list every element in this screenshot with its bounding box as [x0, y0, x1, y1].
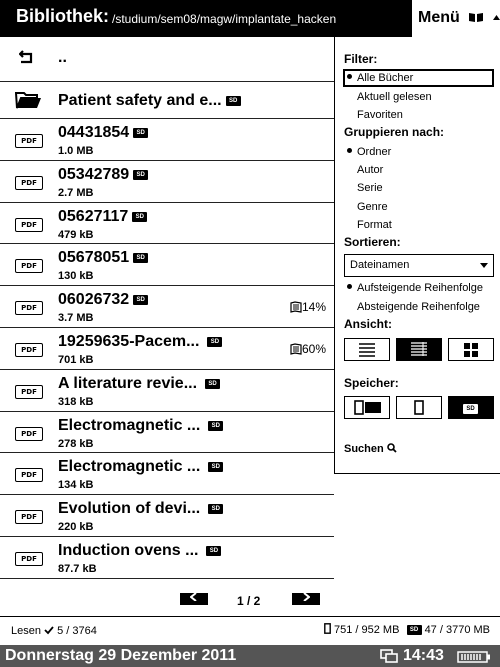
parent-folder-label: ..	[58, 49, 67, 66]
file-name: Induction ovens ...	[58, 542, 199, 559]
back-arrow-icon	[19, 50, 35, 64]
current-path: /studium/sem08/magw/implantate_hacken	[112, 12, 337, 26]
list-item-parent-folder[interactable]	[0, 37, 334, 82]
storage-internal-button[interactable]	[396, 396, 442, 419]
sort-value: Dateinamen	[350, 259, 410, 271]
sd-card-icon: SD	[208, 462, 223, 472]
file-size: 130 kB	[58, 270, 94, 282]
sd-card-icon: SD	[132, 212, 147, 222]
sd-card-icon: SD	[226, 96, 241, 106]
chevron-down-icon	[480, 263, 488, 268]
file-size: 318 kB	[58, 396, 94, 408]
folder-name: Patient safety and e... SD	[58, 92, 241, 110]
battery-icon	[457, 651, 491, 663]
detail-list-view-icon	[397, 339, 441, 360]
filter-option-all-books[interactable]: Alle Bücher	[357, 72, 414, 84]
sd-card-icon: SD	[407, 625, 422, 635]
sd-card-icon: SD	[463, 404, 478, 414]
file-size: 2.7 MB	[58, 187, 94, 199]
pdf-icon: PDF	[15, 343, 43, 357]
list-item[interactable]	[0, 412, 334, 453]
menu-label: Menü	[418, 9, 460, 26]
pdf-icon: PDF	[15, 427, 43, 441]
search-button[interactable]: Suchen	[344, 443, 397, 455]
view-heading: Ansicht:	[344, 317, 392, 331]
library-title: Bibliothek:	[16, 6, 109, 26]
reading-progress: 14%	[290, 300, 326, 314]
sd-card-icon: SD	[208, 421, 223, 431]
file-size: 479 kB	[58, 229, 94, 241]
checkmark-icon	[44, 626, 54, 635]
pdf-icon: PDF	[15, 385, 43, 399]
group-option-format[interactable]: Format	[357, 219, 392, 231]
file-name: Electromagnetic ...	[58, 458, 201, 475]
storage-heading: Speicher:	[344, 376, 399, 390]
file-name: 05678051	[58, 249, 130, 266]
file-name: 05342789	[58, 166, 130, 183]
list-view-icon	[345, 339, 389, 360]
list-item[interactable]	[0, 453, 334, 495]
search-icon	[387, 443, 397, 453]
sd-card-icon: SD	[133, 253, 148, 263]
sort-ascending-option[interactable]: Aufsteigende Reihenfolge	[357, 282, 483, 294]
caret-up-icon	[493, 15, 500, 20]
file-name: 06026732	[58, 291, 130, 308]
filter-option-currently-reading[interactable]: Aktuell gelesen	[357, 91, 432, 103]
file-size: 1.0 MB	[58, 145, 94, 157]
selected-bullet	[347, 148, 352, 153]
detail-list-view-button[interactable]	[396, 338, 442, 361]
grid-view-icon	[449, 339, 493, 360]
sd-card-icon: SD	[133, 128, 148, 138]
system-bar	[0, 645, 500, 667]
internal-and-sd-icon	[345, 397, 389, 418]
file-name: Electromagnetic ...	[58, 417, 201, 434]
group-option-genre[interactable]: Genre	[357, 201, 388, 213]
page-indicator: 1 / 2	[237, 594, 261, 608]
chevron-left-icon	[190, 593, 198, 601]
list-item[interactable]	[0, 370, 334, 412]
date-label: Donnerstag 29 Dezember 2011	[5, 647, 237, 664]
book-progress-icon	[290, 301, 302, 313]
menu-button[interactable]	[412, 0, 500, 37]
group-option-series[interactable]: Serie	[357, 182, 383, 194]
task-switch-icon[interactable]	[380, 649, 398, 663]
list-item[interactable]	[0, 244, 334, 286]
pdf-icon: PDF	[15, 176, 43, 190]
sd-card-icon: SD	[207, 337, 222, 347]
book-icon	[468, 12, 484, 23]
internal-memory-icon	[324, 623, 331, 634]
reading-progress: 60%	[290, 342, 326, 356]
group-option-author[interactable]: Autor	[357, 164, 384, 176]
grid-view-button[interactable]	[448, 338, 494, 361]
file-size: 87.7 kB	[58, 563, 97, 575]
storage-all-button[interactable]	[344, 396, 390, 419]
status-bar	[0, 616, 500, 644]
storage-sd-button[interactable]	[448, 396, 494, 419]
list-item[interactable]	[0, 537, 334, 579]
file-name: 04431854	[58, 124, 130, 141]
pdf-icon: PDF	[15, 301, 43, 315]
pdf-icon: PDF	[15, 468, 43, 482]
title-bar	[0, 0, 500, 37]
pdf-icon: PDF	[15, 552, 43, 566]
sd-card-icon: SD	[208, 504, 223, 514]
internal-memory-icon	[397, 397, 441, 418]
file-size: 134 kB	[58, 479, 94, 491]
list-item-folder[interactable]	[0, 82, 334, 119]
sort-heading: Sortieren:	[344, 235, 401, 249]
list-item[interactable]	[0, 328, 334, 370]
pdf-icon: PDF	[15, 259, 43, 273]
list-item[interactable]	[0, 495, 334, 537]
group-option-folder[interactable]: Ordner	[357, 146, 392, 158]
filter-option-favorites[interactable]: Favoriten	[357, 109, 403, 121]
file-size: 701 kB	[58, 354, 94, 366]
storage-status: 751 / 952 MB SD 47 / 3770 MB	[324, 623, 490, 636]
book-progress-icon	[290, 343, 302, 355]
file-name: Evolution of devi...	[58, 500, 201, 517]
selected-bullet	[347, 284, 352, 289]
file-size: 3.7 MB	[58, 312, 94, 324]
sort-descending-option[interactable]: Absteigende Reihenfolge	[357, 301, 480, 313]
sd-card-icon: SD	[133, 295, 148, 305]
next-page-button[interactable]	[292, 593, 320, 605]
list-view-button[interactable]	[344, 338, 390, 361]
selected-bullet	[347, 74, 352, 79]
pdf-icon: PDF	[15, 510, 43, 524]
sd-card-icon: SD	[205, 379, 220, 389]
file-name: 05627117	[58, 208, 129, 225]
group-heading: Gruppieren nach:	[344, 125, 445, 139]
read-status: Lesen 5 / 3764	[11, 625, 97, 637]
sd-card-icon: SD	[206, 546, 221, 556]
file-size: 220 kB	[58, 521, 94, 533]
library-menu	[334, 37, 500, 474]
list-item[interactable]	[0, 286, 334, 328]
pdf-icon: PDF	[15, 134, 43, 148]
pdf-icon: PDF	[15, 218, 43, 232]
file-size: 278 kB	[58, 438, 94, 450]
sort-dropdown[interactable]	[344, 254, 494, 277]
file-name: 19259635-Pacem...	[58, 333, 200, 350]
prev-page-button[interactable]	[180, 593, 208, 605]
list-item[interactable]	[0, 203, 334, 244]
chevron-right-icon	[302, 593, 310, 601]
clock: 14:43	[403, 647, 444, 664]
list-item[interactable]	[0, 119, 334, 161]
folder-open-icon	[15, 90, 42, 110]
file-name: A literature revie...	[58, 375, 198, 392]
sd-card-icon: SD	[133, 170, 148, 180]
filter-heading: Filter:	[344, 52, 378, 66]
list-item[interactable]	[0, 161, 334, 203]
